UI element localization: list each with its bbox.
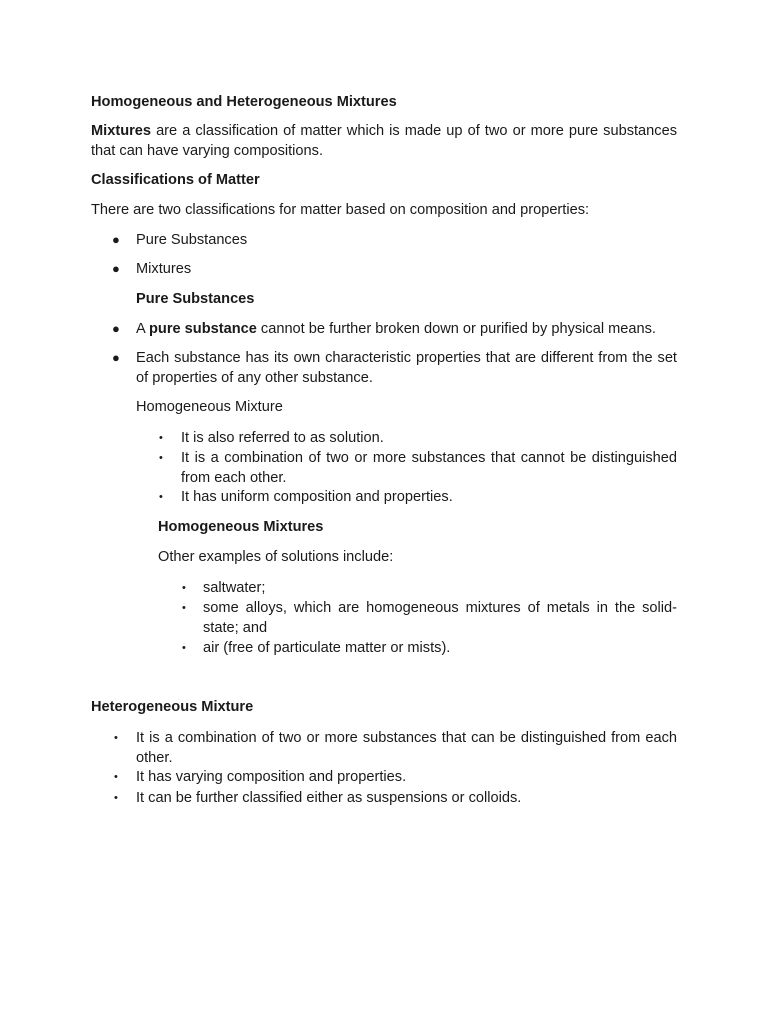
- list-item: Each substance has its own characteristic properties that are different from the set of properties of any other substance.: [136, 350, 677, 386]
- document-title: Homogeneous and Heterogeneous Mixtures: [91, 94, 397, 110]
- bullet-icon: •: [182, 642, 186, 654]
- bullet-icon: •: [182, 602, 186, 614]
- pure-substances-heading: Pure Substances: [136, 291, 255, 307]
- bullet-icon: •: [159, 491, 163, 503]
- classifications-lead: There are two classifications for matter based on composition and properties:: [91, 202, 590, 218]
- bullet-icon: •: [182, 582, 186, 594]
- list-item: It is also referred to as solution.: [181, 430, 384, 446]
- list-item: air (free of particulate matter or mists).: [203, 640, 451, 656]
- list-item: It is a combination of two or more substances that can be distinguished from each other.: [136, 730, 677, 766]
- bullet-icon: •: [114, 771, 118, 783]
- homogeneous-mixture-heading: Homogeneous Mixture: [136, 399, 283, 415]
- list-item: some alloys, which are homogeneous mixtures of metals in the solid-state; and: [203, 600, 677, 636]
- classifications-heading: Classifications of Matter: [91, 172, 260, 188]
- list-item: It has varying composition and properties.: [136, 769, 407, 785]
- intro-text: are a classification of matter which is made up of two or more pure substances that can have varying compositions.: [91, 123, 677, 159]
- homogeneous-mixtures-lead: Other examples of solutions include:: [158, 549, 394, 565]
- bullet-icon: ●: [112, 350, 120, 365]
- bullet-icon: •: [114, 792, 118, 804]
- homogeneous-mixtures-heading: Homogeneous Mixtures: [158, 519, 324, 535]
- bullet-icon: ●: [112, 321, 120, 336]
- heterogeneous-mixture-heading: Heterogeneous Mixture: [91, 699, 254, 715]
- list-item: saltwater;: [203, 580, 266, 596]
- pure-item-rest: cannot be further broken down or purified by physical means.: [256, 321, 656, 337]
- list-item: It has uniform composition and properties.: [181, 489, 453, 505]
- list-item: Pure Substances: [136, 232, 248, 248]
- intro-term: Mixtures: [91, 123, 152, 139]
- bullet-icon: •: [114, 732, 118, 744]
- list-item: Mixtures: [136, 261, 192, 277]
- list-item: [136, 319, 696, 339]
- list-item: It is a combination of two or more substances that cannot be distinguished from each other.: [181, 450, 677, 486]
- bullet-icon: ●: [112, 261, 120, 276]
- pure-item-prefix: A: [136, 321, 149, 337]
- bullet-icon: •: [159, 432, 163, 444]
- intro-paragraph: [91, 121, 677, 161]
- bullet-icon: •: [159, 452, 163, 464]
- bullet-icon: ●: [112, 232, 120, 247]
- list-item: It can be further classified either as suspensions or colloids.: [136, 790, 522, 806]
- pure-substance-term: pure substance: [148, 321, 257, 337]
